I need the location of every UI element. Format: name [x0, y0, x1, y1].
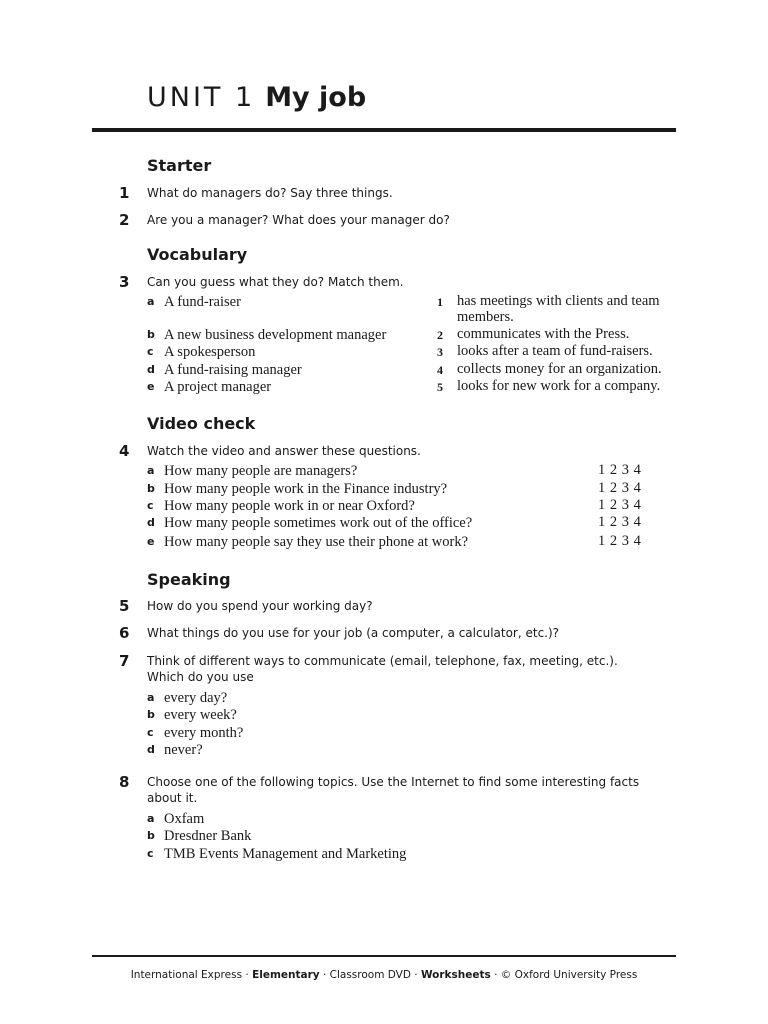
page-footer [0, 969, 768, 981]
item-number: 1 [437, 295, 443, 309]
item-letter: b [147, 829, 155, 842]
question-text-2: Are you a manager? What does your manager do? [147, 213, 450, 227]
match-right-item [437, 378, 677, 394]
section-title-starter: Starter [147, 156, 212, 175]
item-text: A spokesperson [164, 344, 256, 360]
match-right-item [437, 326, 677, 342]
answer-options: 1 2 3 4 [598, 514, 641, 530]
match-left-item [147, 378, 271, 396]
video-question-item [147, 497, 415, 515]
video-question-item [147, 480, 447, 498]
item-text: looks for new work for a company. [457, 378, 661, 394]
item-letter: e [147, 380, 155, 393]
item-letter: d [147, 743, 155, 756]
answer-options: 1 2 3 4 [598, 533, 641, 549]
item-letter: a [147, 812, 155, 825]
footer-copyright: · © Oxford University Press [490, 969, 638, 981]
topic-item [147, 827, 251, 845]
video-question-item [147, 533, 468, 551]
match-right-item [437, 293, 677, 325]
item-letter: a [147, 295, 155, 308]
item-text: collects money for an organization. [457, 361, 662, 377]
item-letter: c [147, 726, 154, 739]
item-text: Oxfam [164, 811, 205, 827]
item-number: 4 [437, 363, 443, 377]
item-letter: c [147, 345, 154, 358]
question-number-8: 8 [119, 773, 130, 791]
item-text: every week? [164, 707, 237, 723]
question-text-5: How do you spend your working day? [147, 599, 373, 613]
question-number-6: 6 [119, 624, 130, 642]
item-text: A new business development manager [164, 327, 387, 343]
item-text: communicates with the Press. [457, 326, 630, 342]
match-right-item [437, 343, 677, 359]
question-text-7-line-1: Think of different ways to communicate (email, telephone, fax, meeting, etc.). [147, 654, 618, 668]
item-number: 5 [437, 380, 443, 394]
video-question-item [147, 462, 357, 480]
item-text: A project manager [164, 379, 272, 395]
footer-rule [92, 955, 676, 957]
match-right-item [437, 361, 677, 377]
item-letter: d [147, 516, 155, 529]
question-number-4: 4 [119, 442, 130, 460]
item-number: 3 [437, 345, 443, 359]
item-letter: c [147, 847, 154, 860]
item-text: TMB Events Management and Marketing [164, 846, 407, 862]
question-text-3: Can you guess what they do? Match them. [147, 275, 404, 289]
item-letter: d [147, 363, 155, 376]
item-text: never? [164, 742, 203, 758]
item-text: How many people sometimes work out of the office? [164, 515, 473, 531]
item-text: A fund-raiser [164, 294, 241, 310]
question-text-6: What things do you use for your job (a computer, a calculator, etc.)? [147, 626, 560, 640]
question-number-1: 1 [119, 184, 130, 202]
frequency-item [147, 689, 227, 707]
frequency-item [147, 706, 237, 724]
footer-worksheets: Worksheets [420, 969, 491, 981]
topic-item [147, 810, 204, 828]
frequency-item [147, 741, 203, 759]
match-left-item [147, 343, 255, 361]
match-left-item [147, 326, 386, 344]
question-text-8-line-1: Choose one of the following topics. Use the Internet to find some interesting facts [147, 775, 640, 789]
item-letter: a [147, 464, 155, 477]
question-text-8-line-2: about it. [147, 791, 198, 805]
question-number-2: 2 [119, 211, 130, 229]
item-text: every month? [164, 725, 244, 741]
item-number: 2 [437, 328, 443, 342]
item-text: looks after a team of fund-raisers. [457, 343, 653, 359]
unit-title: My job [265, 82, 367, 113]
item-letter: c [147, 499, 154, 512]
footer-product: · Classroom DVD · [319, 969, 421, 981]
question-number-5: 5 [119, 597, 130, 615]
item-text: A fund-raising manager [164, 362, 302, 378]
header-rule [92, 128, 676, 132]
item-letter: b [147, 708, 155, 721]
match-left-item [147, 293, 241, 311]
unit-label: UNIT 1 [147, 82, 256, 113]
item-letter: a [147, 691, 155, 704]
section-title-video-check: Video check [147, 414, 256, 433]
item-letter: b [147, 328, 155, 341]
answer-options: 1 2 3 4 [598, 462, 641, 478]
footer-level: Elementary [252, 969, 320, 981]
question-number-3: 3 [119, 273, 130, 291]
match-left-item [147, 361, 302, 379]
item-text: How many people are managers? [164, 463, 358, 479]
question-number-7: 7 [119, 652, 130, 670]
item-text: every day? [164, 690, 228, 706]
topic-item [147, 845, 406, 863]
answer-options: 1 2 3 4 [598, 497, 641, 513]
question-text-4: Watch the video and answer these questions. [147, 444, 421, 458]
item-text: How many people say they use their phone at work? [164, 534, 469, 550]
section-title-speaking: Speaking [147, 570, 231, 589]
question-text-1: What do managers do? Say three things. [147, 186, 393, 200]
item-letter: e [147, 535, 155, 548]
answer-options: 1 2 3 4 [598, 480, 641, 496]
item-text: How many people work in the Finance industry? [164, 481, 448, 497]
item-text: has meetings with clients and team members. [457, 293, 660, 325]
section-title-vocabulary: Vocabulary [147, 245, 248, 264]
item-letter: b [147, 482, 155, 495]
page-header [147, 82, 366, 122]
question-text-7-line-2: Which do you use [147, 670, 254, 684]
frequency-item [147, 724, 243, 742]
item-text: How many people work in or near Oxford? [164, 498, 415, 514]
item-text: Dresdner Bank [164, 828, 252, 844]
video-question-item [147, 514, 472, 532]
footer-course: International Express · [130, 969, 253, 981]
